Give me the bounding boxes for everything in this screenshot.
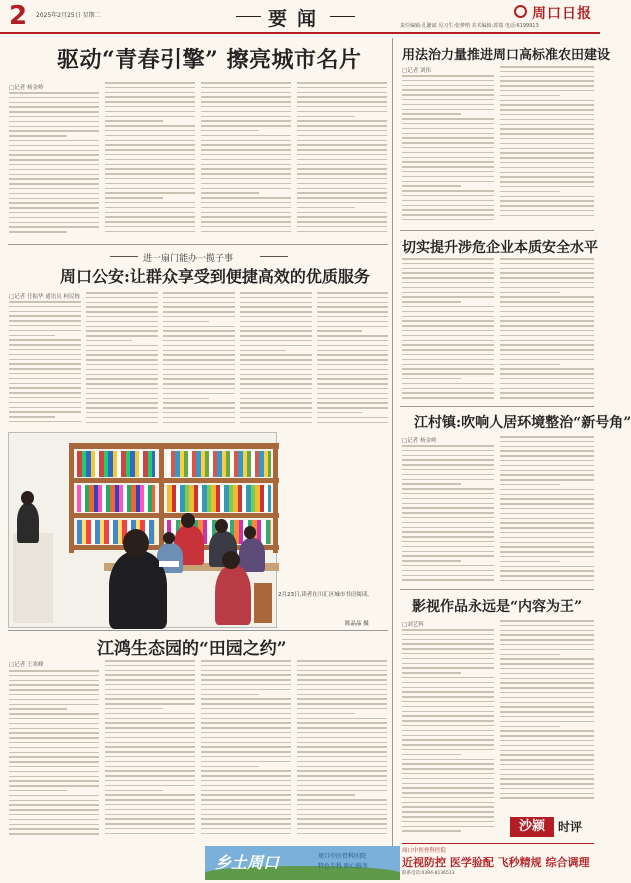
second-kicker: 进一扇门能办一揽子事 [143,254,234,264]
ad-slogan: 近视防控 医学验配 飞秒精规 综合调理 [402,856,590,869]
editors-line: 责任编辑:孔繁斌 见习生:张梦晴 美术编辑:郭瑞 电话:6199913 [400,23,539,29]
ad-footer: 联系电话:0394-8136513 [402,871,455,876]
local-banner [205,846,400,876]
right1-text-col-2 [500,66,594,227]
right1-text-col-1 [402,75,494,227]
third-text-col-3 [201,660,291,840]
paper-name: 周口日报 [532,6,592,22]
kicker-rule-left [110,256,138,257]
second-headline: 周口公安:让群众享受到便捷高效的优质服务 [60,267,370,286]
right3-headline: 江村镇:吹响人居环境整治“新号角” [414,415,631,431]
column-divider [392,38,393,878]
section-label: 要闻 [268,8,327,30]
main-text-col-1 [9,92,99,240]
commentary-tag: 时评 [558,820,583,834]
right1-headline: 用法治力量推进周口高标准农田建设 [402,48,611,63]
third-text-col-2 [105,660,195,840]
commentary-badge [510,817,594,840]
photo-caption: 2月23日,读者在川汇区城市书房阅读。 [278,592,373,598]
main-text-col-4 [297,82,387,240]
right4-byline: □刘艺辉 [402,622,424,628]
third-text-col-1 [9,670,99,840]
second-text-col-2 [86,292,158,429]
second-text-col-3 [163,292,235,429]
section-rule-left [236,16,261,17]
second-text-col-1 [9,301,81,429]
page-number: 2 [9,1,28,31]
third-headline: 江鸿生态园的“田园之约” [97,639,287,659]
article-divider [400,589,594,590]
second-byline: □记者 任振华 通讯员 柯民栋 [9,294,80,300]
banner-tag-secondary: 特色专科 贴心服务 [318,863,368,870]
second-text-col-4 [240,292,312,429]
article-divider [400,406,594,407]
masthead [0,0,600,34]
photo-credit: 陈晶晶 摄 [345,621,369,627]
third-byline: □记者 王寒峰 [9,662,44,668]
article-divider [8,630,388,631]
banner-tag: 周口中医骨科医院 [318,853,367,860]
main-text-col-2 [105,82,195,240]
right3-text-col-2 [500,436,594,587]
date-line: 2025年2月25日 星期二 [36,12,101,19]
ad-heading: 周口中医骨科医院 [402,848,447,854]
right3-text-col-1 [402,445,494,587]
main-text-col-3 [201,82,291,240]
right2-text-col-2 [500,258,594,404]
second-text-col-5 [317,292,388,429]
right1-byline: □记者 刘伟 [402,68,431,74]
right4-headline: 影视作品永远是“内容为王” [412,599,583,615]
main-headline: 驱动“青春引擎” 擦亮城市名片 [57,47,362,73]
article-divider [400,230,594,231]
reading-room-photo [8,432,277,628]
right4-text-col-1 [402,629,494,839]
kicker-rule-right [260,256,288,257]
main-byline: □记者 杨金岭 [9,85,44,91]
commentary-label: 沙颍 [510,817,554,837]
banner-title: 乡土周口 [215,853,280,872]
hospital-ad [402,843,594,877]
paper-logo-icon [514,5,527,18]
section-rule-right [330,16,355,17]
article-divider [8,244,388,245]
right2-text-col-1 [402,258,494,404]
right4-text-col-2 [500,620,594,812]
right3-byline: □记者 杨金岭 [402,438,437,444]
third-text-col-4 [297,660,387,840]
right2-headline: 切实提升涉危企业本质安全水平 [402,240,598,256]
